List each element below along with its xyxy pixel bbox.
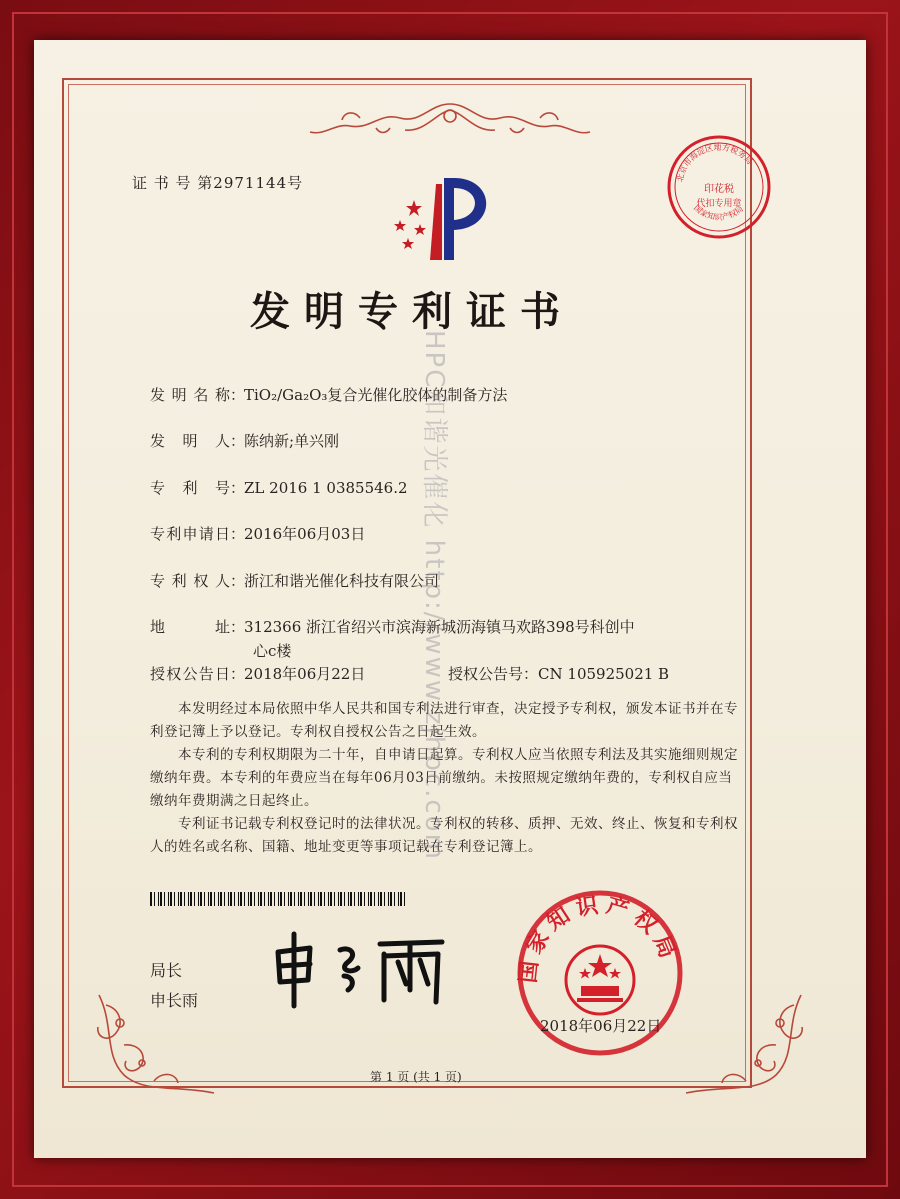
bottom-right-ornament [676,985,806,1100]
field-invention-name: 发 明 名 称：TiO₂/Ga₂O₃复合光催化胶体的制备方法 [150,386,508,404]
field-label: 授权公告号 [448,665,524,683]
field-grant-number: 授权公告号：CN 105925021 B [448,665,670,683]
certificate-number: 证 书 号 第2971144号 [132,174,304,192]
svg-text:北京市海淀区地方税务局: 北京市海淀区地方税务局 [675,142,755,183]
svg-text:国家知识产权局: 国家知识产权局 [691,203,745,222]
field-application-date: 专利申请日：2016年06月03日 [150,525,366,543]
top-ornament [300,96,600,146]
patent-office-logo [386,172,506,264]
paragraph-text: 专利证书记载专利权登记时的法律状况。专利权的转移、质押、无效、终止、恢复和专利权人的姓名或名称、国籍、地址变更等事项记载在专利登记簿上。 [150,816,738,855]
field-value: 陈纳新;单兴刚 [244,432,340,450]
field-label: 专 利 权 人 [150,572,230,590]
certificate-title: 发明专利证书 [250,289,574,335]
paragraph-text: 本发明经过本局依照中华人民共和国专利法进行审查，决定授予专利权，颁发本证书并在专利登记簿上予以登记。专利权自授权公告之日起生效。 [150,701,738,740]
field-value: 2018年06月22日 [244,665,366,683]
svg-text:代扣专用章: 代扣专用章 [696,199,742,209]
svg-text:国家知识产权局: 国家知识产权局 [515,892,682,985]
page-footer: 第 1 页 (共 1 页) [370,1070,462,1084]
watermark-text: HPC和谐光催化 http://www.zjhpc.com [419,330,449,861]
director-title: 局长 [150,961,183,980]
field-value: 浙江和谐光催化科技有限公司 [244,572,440,590]
tax-stamp-seal [664,132,774,242]
director-name: 申长雨 [150,991,199,1010]
field-label: 发 明 人 [150,432,230,450]
field-value: 2016年06月03日 [244,525,366,543]
seal-date: 2018年06月22日 [540,1017,662,1035]
field-label: 地 址 [150,618,230,636]
field-label: 发 明 名 称 [150,386,230,404]
address-line-2: 心c楼 [253,642,292,660]
director-signature [270,930,450,1010]
field-patentee: 专 利 权 人：浙江和谐光催化科技有限公司 [150,572,440,590]
field-value: TiO₂/Ga₂O₃复合光催化胶体的制备方法 [244,386,508,404]
field-address: 地 址：312366 浙江省绍兴市滨海新城沥海镇马欢路398号科创中 [150,618,635,636]
field-label: 专 利 号 [150,479,230,497]
field-value: ZL 2016 1 0385546.2 [244,479,408,497]
paragraph-text: 本专利的专利权期限为二十年，自申请日起算。专利权人应当依照专利法及其实施细则规定缴纳年费。本专利的年费应当在每年06月03日前缴纳。未按照规定缴纳年费的，专利权自应当缴纳年费期满之日起终止。 [150,747,738,809]
field-value: CN 105925021 B [538,665,670,683]
field-inventors: 发 明 人：陈纳新;单兴刚 [150,432,340,450]
svg-text:印花税: 印花税 [704,184,734,195]
field-label: 授权公告日 [150,665,230,683]
field-label: 专利申请日 [150,525,230,543]
field-value: 312366 浙江省绍兴市滨海新城沥海镇马欢路398号科创中 [244,618,635,636]
barcode [150,892,410,906]
field-grant-date: 授权公告日：2018年06月22日 [150,665,366,683]
field-patent-number: 专 利 号：ZL 2016 1 0385546.2 [150,479,408,497]
